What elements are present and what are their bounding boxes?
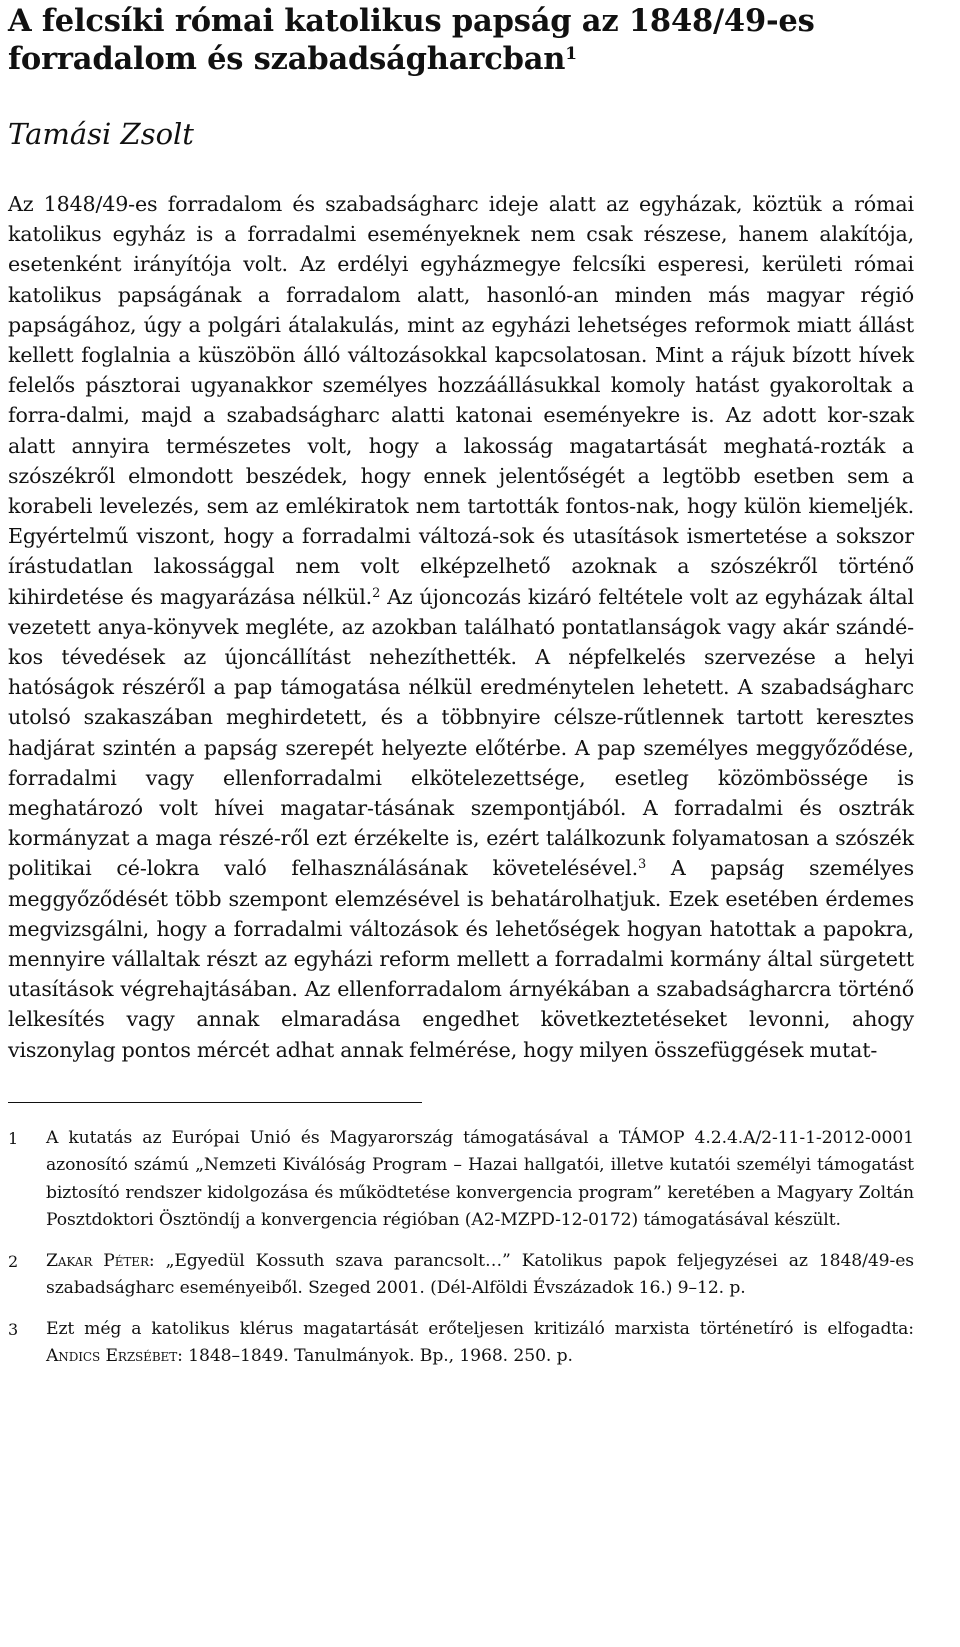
footnote-text: A kutatás az Európai Unió és Magyarország támogatásával a TÁMOP 4.2.4.A/2-11-1-2012-0001 azonosító számú „Nemzeti Kiválóság Program – Hazai hallgatói, illetve kutatói személyi támogatást biztosító rendszer kidolgozása és működtetése konvergencia program” keretében a Magyary Zoltán Posztdoktori Ösztöndíj a konvergencia régióban (A2-MZPD-12-0172) támogatásával készült. bbox=[46, 1127, 914, 1231]
body-segment-2: Az újoncozás kizáró feltétele volt az egyházak által vezetett anya-könyvek megléte, az azokban található pontatlanságok vagy akár szándé-kos tévedések az újoncállítást nehezíthették. A népfelkelés szervezése a helyi hatóságok részéről a pap támogatása nélkül eredménytelen lehetett. A szabadságharc utolsó szakaszában meghirdetett, és a többnyire célsze-rűtlennek tartott keresztes hadjárat szintén a papság szerepét helyezte előtérbe. A pap személyes meggyőződése, forradalmi vagy ellenforradalmi elkötelezettsége, esetleg közömbössége is meghatározó volt hívei magatar-tásának szempontjából. A forradalmi és osztrák kormányzat a maga részé-ről ezt érzékelte is, ezért találkozunk folyamatosan a szószék politikai cé-lokra való felhasználásának követelésével. bbox=[8, 584, 914, 881]
footnotes-section bbox=[8, 1125, 914, 1371]
footnote-author: Andics Erzsébet bbox=[46, 1346, 178, 1367]
footnote-1 bbox=[8, 1125, 914, 1235]
article-title-text: A felcsíki római katolikus papság az 1848/49-es forradalom és szabadságharcban bbox=[8, 3, 815, 77]
document-page bbox=[8, 0, 914, 1384]
title-footnote-mark: 1 bbox=[565, 44, 577, 64]
footnote-2 bbox=[8, 1248, 914, 1303]
footnote-mark-3: 3 bbox=[638, 857, 647, 873]
body-paragraph bbox=[8, 189, 914, 1065]
footnote-text-before: Ezt még a katolikus klérus magatartását erőteljesen kritizáló marxista történetíró is elfogadta: bbox=[46, 1318, 914, 1339]
footnote-3 bbox=[8, 1316, 914, 1371]
footnote-divider bbox=[8, 1102, 422, 1103]
article-author: Tamási Zsolt bbox=[8, 117, 194, 151]
footnote-text: : „Egyedül Kossuth szava parancsolt…” Katolikus papok feljegyzései az 1848/49-es szabadságharc eseményeiből. Szeged 2001. (Dél-Alföldi Évszázadok 16.) 9–12. p. bbox=[46, 1250, 914, 1299]
footnote-author: Zakar Péter bbox=[46, 1250, 149, 1271]
footnote-mark-2: 2 bbox=[372, 585, 381, 601]
footnote-number: 2 bbox=[8, 1251, 19, 1271]
footnote-number: 3 bbox=[8, 1319, 19, 1339]
body-segment-3: A papság személyes meggyőződését több szempont elemzésével is behatárolhatjuk. Ezek esetében érdemes megvizsgálni, hogy a forradalmi változások és lehetőségek hogyan hatottak a papokra, mennyire vállaltak részt az egyházi reform mellett a forradalmi kormány által sürgetett utasítások végrehajtásában. Az ellenforradalom árnyékában a szabadságharcra történő lelkesítés vagy annak elmaradása engedhet következtetéseket levonni, ahogy viszonylag pontos mércét adhat annak felmérése, hogy milyen összefüggések mutat- bbox=[8, 856, 914, 1062]
article-title bbox=[8, 0, 914, 78]
body-segment-1: Az 1848/49-es forradalom és szabadságharc ideje alatt az egyházak, köztük a római katolikus egyház is a forradalmi eseményeknek nem csak részese, hanem alakítója, esetenként irányítója volt. Az erdélyi egyházmegye felcsíki esperesi, kerületi római katolikus papságának a forradalom alatt, hasonló-an minden más magyar régió papságához, úgy a polgári átalakulás, mint az egyházi lehetséges reformok miatt állást kellett foglalnia a küszöbön álló változásokkal kapcsolatosan. Mint a rájuk bízott hívek felelős pásztorai ugyanakkor személyes hozzáállásukkal komoly hatást gyakoroltak a forra-dalmi, majd a szabadságharc alatti katonai eseményekre is. Az adott kor-szak alatt annyira természetes volt, hogy a lakosság magatartását meghatá-rozták a szószékről elmondott beszédek, hogy ennek jelentőségét a legtöbb esetben sem a korabeli levelezés, sem az emlékiratok nem tartották fontos-nak, hogy külön kiemeljék. Egyértelmű viszont, hogy a forradalmi változá-sok és utasítások ismertetése a sokszor írástudatlan lakossággal nem volt elképzelhető azoknak a szószékről történő kihirdetése és magyarázása nélkül. bbox=[8, 192, 914, 609]
footnote-number: 1 bbox=[8, 1128, 19, 1148]
footnote-text-after: : 1848–1849. Tanulmányok. Bp., 1968. 250. p. bbox=[177, 1346, 573, 1367]
